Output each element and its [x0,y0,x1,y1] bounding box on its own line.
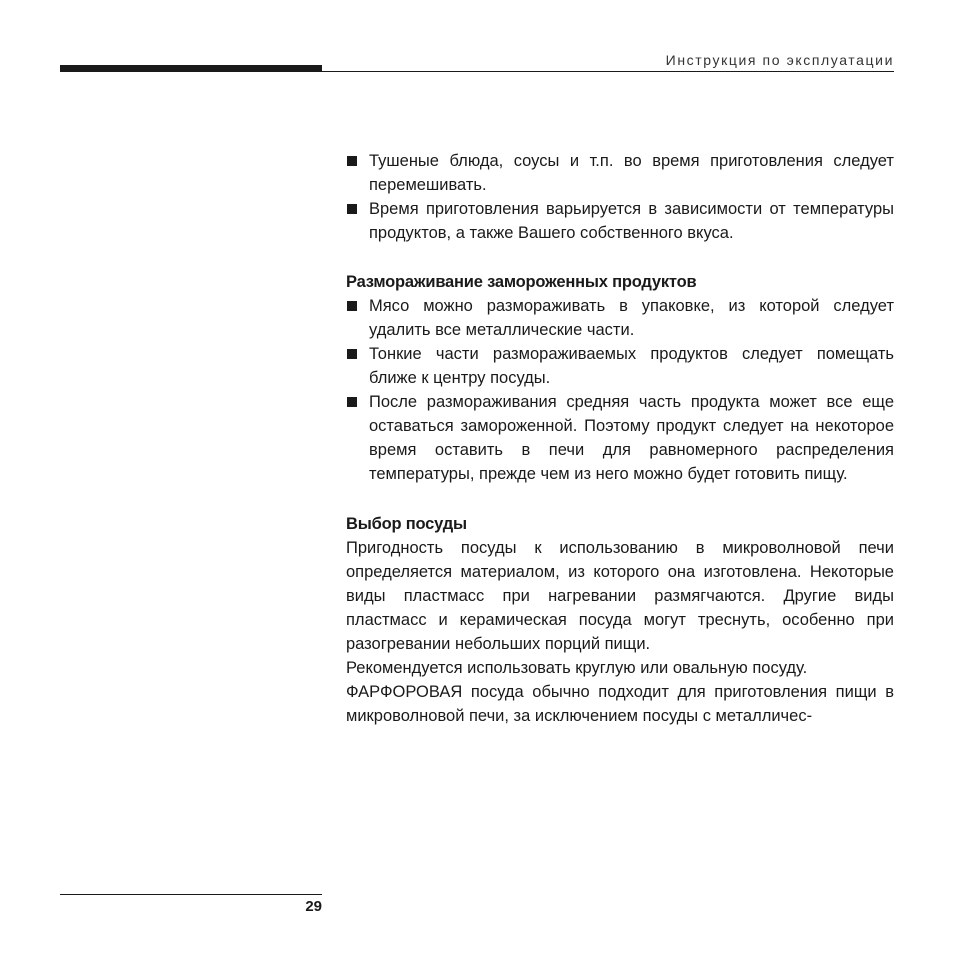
list-item [346,390,894,486]
list-item-text: Мясо можно размораживать в упаковке, из которой следует удалить все металлические части. [369,297,894,339]
cookware-paragraph-suitability: Пригодность посуды к использованию в микроволновой печи определяется материалом, из которого она изготовлена. Некоторые виды пластмасс при нагревании размягчаются. Другие виды пластмасс и керамическая посуда могут треснуть, особенно при разогревании небольших порций пищи. [346,539,894,653]
square-bullet-icon [347,349,357,359]
list-item [346,149,894,197]
intro-bullet-list [346,149,894,245]
main-content [346,149,894,728]
list-item [346,197,894,245]
defrost-bullet-list [346,294,894,486]
list-item-text: После размораживания средняя часть продукта может все еще оставаться замороженной. Поэтому продукт следует на некоторое время оставить в печи для равномерного распределения температуры, прежде чем из него можно будет готовить пищу. [369,393,894,483]
square-bullet-icon [347,204,357,214]
list-item-text: Тушеные блюда, соусы и т.п. во время приготовления следует перемешивать. [369,152,894,194]
cookware-paragraph-porcelain: ФАРФОРОВАЯ посуда обычно подходит для приготовления пищи в микроволновой печи, за исключением посуды с металличес- [346,683,894,725]
running-header-title: Инструкция по эксплуатации [665,52,894,68]
header-thin-rule [322,71,894,72]
list-item [346,294,894,342]
footer-rule [60,894,322,895]
cookware-heading: Выбор посуды [346,515,467,533]
list-item-text: Время приготовления варьируется в зависимости от температуры продуктов, а также Вашего собственного вкуса. [369,200,894,242]
square-bullet-icon [347,156,357,166]
list-item [346,342,894,390]
list-item-text: Тонкие части размораживаемых продуктов следует помещать ближе к центру посуды. [369,345,894,387]
defrost-heading: Размораживание замороженных продуктов [346,273,697,291]
header-thick-rule [60,65,322,72]
page-number: 29 [305,898,322,915]
square-bullet-icon [347,397,357,407]
cookware-paragraph-shape: Рекомендуется использовать круглую или овальную посуду. [346,659,808,677]
square-bullet-icon [347,301,357,311]
